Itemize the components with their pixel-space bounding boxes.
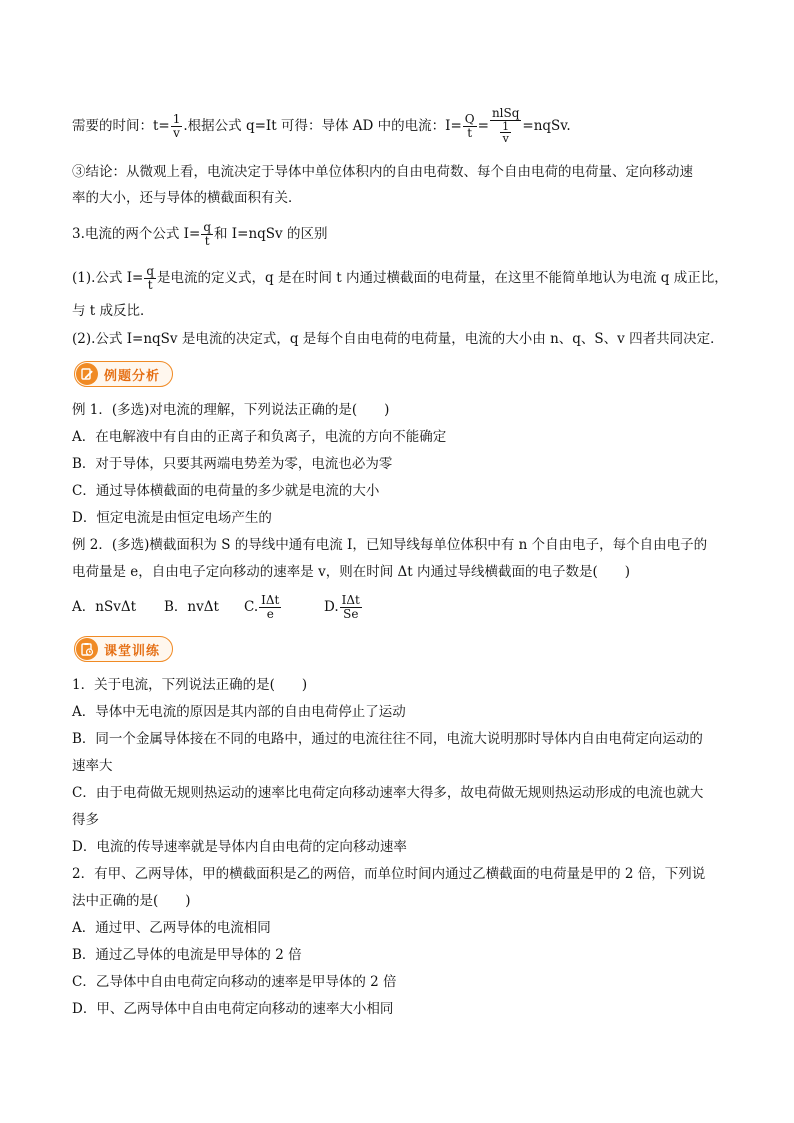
section-3-title (72, 218, 732, 250)
example-2-options (72, 590, 732, 624)
fraction-denominator: v (502, 132, 509, 146)
fraction-numerator: q (146, 263, 155, 278)
fraction-denominator (490, 121, 521, 145)
pencil-note-icon (76, 363, 98, 385)
section-title-text: 和 I=nqSv 的区别 (214, 226, 328, 242)
clipboard-clock-icon (76, 638, 98, 660)
option-prefix: D. (324, 599, 339, 615)
example-2-question-line-1: 例 2．(多选)横截面积为 S 的导线中通有电流 I，已知导线每单位体积中有 n 个自由电子，每个自由电子的 (72, 537, 708, 553)
fraction-q-over-t (463, 113, 477, 139)
formula-text: 需要的时间：t= (72, 118, 170, 134)
fraction-denominator: t (204, 233, 210, 248)
header-label: 课堂训练 (104, 643, 161, 659)
nested-fraction (500, 121, 511, 145)
exercise-2-option-d: D．甲、乙两导体中自由电荷定向移动的速率大小相同 (72, 1001, 394, 1017)
conclusion-line-1: ③结论：从微观上看，电流决定于导体中单位体积内的自由电荷数、每个自由电荷的电荷量、定向移动速 (72, 164, 693, 180)
paragraph-text: 是电流的定义式，q 是在时间 t 内通过横截面的电荷量，在这里不能简单地认为电流 q 成正比， (157, 270, 728, 286)
header-label: 例题分析 (104, 368, 161, 384)
fraction-q-over-t (144, 265, 156, 291)
formula-text: .根据公式 q=It 可得：导体 AD 中的电流：I= (183, 118, 462, 134)
fraction-numerator: 1 (172, 111, 181, 126)
paragraph-text: (1).公式 I= (72, 270, 144, 286)
exercise-2-question-line-2: 法中正确的是( ) (72, 893, 191, 909)
example-1-option-b: B．对于导体，只要其两端电势差为零，电流也必为零 (72, 456, 393, 472)
exercise-2-option-c: C．乙导体中自由电荷定向移动的速率是甲导体的 2 倍 (72, 974, 397, 990)
exercise-2-question-line-1: 2．有甲、乙两导体，甲的横截面积是乙的两倍，而单位时间内通过乙横截面的电荷量是甲的 2 倍，下列说 (72, 866, 706, 882)
fraction-numerator: 1 (502, 119, 510, 133)
time-current-formula-line (72, 98, 732, 154)
exercise-2-option-a: A．通过甲、乙两导体的电流相同 (72, 920, 271, 936)
fraction-denominator: t (467, 125, 473, 140)
fraction-it-over-se (340, 594, 362, 620)
section-title-text: 3.电流的两个公式 I= (72, 226, 201, 242)
fraction-denominator: Se (343, 606, 359, 621)
fraction-numerator: IΔt (341, 592, 360, 607)
exercise-1-option-c-line-1: C．由于电荷做无规则热运动的速率比电荷定向移动速率大得多，故电荷做无规则热运动形成的电流也就大 (72, 785, 704, 801)
fraction-denominator: v (173, 125, 180, 140)
example-1-option-a: A．在电解液中有自由的正离子和负离子，电流的方向不能确定 (72, 429, 447, 445)
classroom-training-header (74, 637, 173, 661)
fraction-it-over-e (259, 594, 281, 620)
example-1-question: 例 1．(多选)对电流的理解，下列说法正确的是( ) (72, 402, 390, 418)
exercise-2-option-b: B．通过乙导体的电流是甲导体的 2 倍 (72, 947, 302, 963)
fraction-q-over-t (201, 221, 213, 247)
example-2-option-b: B．nvΔt (164, 599, 219, 615)
fraction-denominator: t (147, 277, 153, 292)
conclusion-line-2: 率的大小，还与导体的横截面积有关． (72, 190, 302, 206)
fraction-numerator: nlSq (491, 106, 520, 121)
exercise-1-option-c-line-2: 得多 (72, 812, 99, 828)
formula-text: =nqSv. (522, 118, 571, 134)
example-2-option-d (324, 594, 363, 620)
exercise-1-option-a: A．导体中无电流的原因是其内部的自由电荷停止了运动 (72, 704, 406, 720)
paragraph-1-line-2: 与 t 成反比． (72, 303, 154, 319)
header-pill (74, 361, 173, 387)
paragraph-1-line-1 (72, 262, 732, 294)
fraction-numerator: q (203, 219, 212, 234)
exercise-1-option-d: D．电流的传导速率就是导体内自由电荷的定向移动速率 (72, 839, 407, 855)
example-2-option-a: A．nSvΔt (72, 599, 136, 615)
exercise-1-option-b-line-2: 速率大 (72, 758, 113, 774)
paragraph-2: (2).公式 I=nqSv 是电流的决定式，q 是每个自由电荷的电荷量，电流的大小由 n、q、S、v 四者共同决定． (72, 331, 724, 347)
example-1-option-c: C．通过导体横截面的电荷量的多少就是电流的大小 (72, 483, 380, 499)
option-prefix: C. (244, 599, 259, 615)
example-2-option-c (244, 594, 324, 620)
exercise-1-question: 1．关于电流，下列说法正确的是( ) (72, 677, 308, 693)
header-pill (74, 636, 173, 662)
fraction-numerator: IΔt (261, 592, 280, 607)
fraction-1-over-v (171, 113, 183, 139)
example-2-question-line-2: 电荷量是 e，自由电子定向移动的速率是 v，则在时间 Δt 内通过导线横截面的电子数是( ) (72, 564, 630, 580)
example-analysis-header (74, 362, 173, 386)
fraction-nlsq-over-1v (490, 107, 521, 145)
equals-sign: = (477, 118, 489, 134)
exercise-1-option-b-line-1: B．同一个金属导体接在不同的电路中，通过的电流往往不同，电流大说明那时导体内自由电荷定向运动的 (72, 731, 703, 747)
fraction-numerator: Q (464, 111, 475, 126)
fraction-denominator: e (266, 606, 274, 621)
example-1-option-d: D．恒定电流是由恒定电场产生的 (72, 510, 272, 526)
